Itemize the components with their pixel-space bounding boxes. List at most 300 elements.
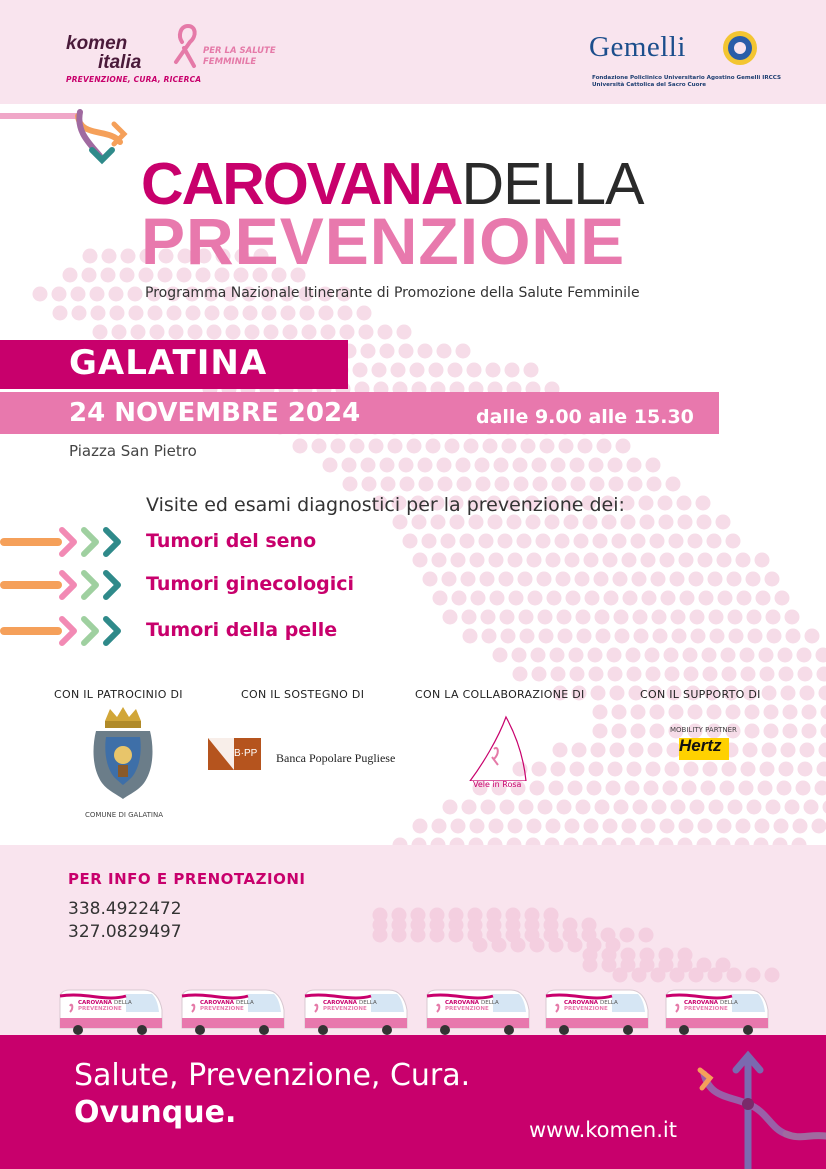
map-dot [670,968,685,983]
map-dot [442,572,457,587]
map-dot [52,287,67,302]
map-dot [519,610,534,625]
map-dot [646,762,661,777]
hertz-logo: Hertz [679,736,722,755]
map-dot [615,629,630,644]
map-dot [627,762,642,777]
map-dot [319,306,334,321]
map-dot [587,781,602,796]
map-dot [570,458,585,473]
map-dot [550,648,565,663]
map-dot [670,572,685,587]
map-dot [718,591,733,606]
map-dot [392,928,407,943]
map-dot [689,968,704,983]
map-dot [462,610,477,625]
bus-label-della: DELLA [113,1000,132,1006]
map-dot [589,458,604,473]
info-title: PER INFO E PRENOTAZIONI [68,870,306,888]
map-dot [479,534,494,549]
map-dot [632,572,647,587]
map-dot [167,306,182,321]
gemelli-sub-line1: Fondazione Policlinico Universitario Agostino Gemelli IRCCS [592,75,781,81]
map-dot [441,534,456,549]
map-dot [793,819,808,834]
map-dot [815,781,826,796]
map-dot [378,325,393,340]
map-dot [819,686,826,701]
map-dot [821,724,826,739]
map-dot [545,515,560,530]
map-dot [632,968,647,983]
map-dot [817,667,826,682]
map-dot [207,325,222,340]
map-dot [438,477,453,492]
map-dot [481,610,496,625]
map-dot [684,762,699,777]
map-dot [499,572,514,587]
map-dot [71,287,86,302]
map-dot [633,800,648,815]
map-dot [553,743,568,758]
map-dot [33,287,48,302]
sostegno-label: CON IL SOSTEGNO DI [241,688,365,701]
hertz-caption: MOBILITY PARTNER [670,726,737,734]
map-dot [514,477,529,492]
map-dot [660,819,675,834]
map-dot [728,800,743,815]
map-dot [470,553,485,568]
bus-illustration [542,988,650,1036]
map-dot [707,534,722,549]
map-dot [680,591,695,606]
map-dot [717,819,732,834]
chevron-arrows-icon [0,524,130,558]
map-dot [549,781,564,796]
map-dot [537,572,552,587]
map-dot [651,572,666,587]
map-dot [393,515,408,530]
map-dot [243,306,258,321]
map-dot [456,458,471,473]
map-dot [616,439,631,454]
map-dot [595,610,610,625]
map-dot [608,762,623,777]
map-dot [626,648,641,663]
map-dot [102,249,117,264]
map-dot [403,534,418,549]
map-dot [821,705,826,720]
map-dot [407,439,422,454]
map-dot [743,743,758,758]
map-dot [688,705,703,720]
map-dot [343,477,358,492]
map-dot [538,610,553,625]
map-dot [186,306,201,321]
map-dot [641,553,656,568]
map-dot [486,363,501,378]
bus-illustration [178,988,286,1036]
map-dot [710,629,725,644]
map-dot [489,553,504,568]
map-dot [819,743,826,758]
map-dot [437,344,452,359]
service-item: Tumori ginecologici [146,573,355,595]
map-dot [767,629,782,644]
map-dot [480,572,495,587]
map-dot [755,819,770,834]
sail-icon [468,715,530,781]
chevron-arrows-icon [0,567,130,601]
map-dot [443,610,458,625]
map-dot [430,928,445,943]
map-dot [188,325,203,340]
map-dot [169,325,184,340]
map-dot [509,591,524,606]
map-dot [342,458,357,473]
map-dot [779,667,794,682]
map-dot [82,268,97,283]
map-dot [461,572,476,587]
map-dot [609,477,624,492]
map-dot [720,781,735,796]
map-dot [148,306,163,321]
map-dot [671,800,686,815]
map-dot [817,762,826,777]
map-dot [524,363,539,378]
map-dot [621,515,636,530]
route-arrows-decoration [0,104,140,174]
map-dot [697,515,712,530]
map-dot [708,968,723,983]
map-dot [283,325,298,340]
map-dot [492,938,507,953]
bus-label-della: DELLA [599,1000,618,1006]
map-dot [755,553,770,568]
map-dot [551,458,566,473]
map-dot [502,439,517,454]
service-item: Tumori del seno [146,530,317,552]
map-dot [804,800,819,815]
map-dot [622,553,637,568]
map-dot [457,477,472,492]
map-dot [672,629,687,644]
map-dot [128,287,143,302]
map-dot [445,439,460,454]
map-dot [451,553,466,568]
map-dot [628,477,643,492]
map-dot [652,800,667,815]
map-dot [785,800,800,815]
map-dot [708,572,723,587]
map-dot [625,781,640,796]
map-dot [650,534,665,549]
map-dot [666,477,681,492]
map-dot [608,458,623,473]
map-dot [758,781,773,796]
bus-label [200,1000,254,1012]
bus-icon [178,988,286,1036]
map-dot [646,667,661,682]
map-dot [533,477,548,492]
map-dot [597,439,612,454]
map-dot [508,553,523,568]
footer-url[interactable]: www.komen.it [529,1118,677,1142]
map-dot [559,439,574,454]
bus-label-prevenzione: PREVENZIONE [445,1006,489,1012]
map-dot [593,534,608,549]
map-dot [83,249,98,264]
map-dot [350,439,365,454]
map-dot [507,515,522,530]
map-dot [683,648,698,663]
bus-label [684,1000,738,1012]
map-dot [245,325,260,340]
map-dot [456,344,471,359]
map-dot [696,496,711,511]
map-dot [323,458,338,473]
gemelli-crest-icon [721,29,759,67]
map-dot [532,667,547,682]
map-dot [53,306,68,321]
map-dot [797,648,812,663]
map-dot [565,819,580,834]
map-dot [816,648,826,663]
map-dot [380,344,395,359]
map-dot [422,534,437,549]
map-dot [471,591,486,606]
map-dot [739,781,754,796]
map-dot [576,610,591,625]
map-dot [411,928,426,943]
map-dot [518,572,533,587]
map-dot [413,553,428,568]
map-dot [703,667,718,682]
map-dot [709,610,724,625]
map-dot [620,928,635,943]
map-dot [369,439,384,454]
map-dot [766,610,781,625]
map-dot [500,800,515,815]
map-dot [527,819,542,834]
bus-icon [542,988,650,1036]
map-dot [665,667,680,682]
map-dot [410,363,425,378]
bus-label-carovana: CAROVANA [78,1000,113,1006]
map-dot [741,762,756,777]
map-dot [112,325,127,340]
map-dot [802,724,817,739]
map-dot [564,515,579,530]
map-dot [684,667,699,682]
map-dot [775,591,790,606]
map-dot [490,591,505,606]
map-dot [591,743,606,758]
map-dot [450,515,465,530]
map-dot [660,553,675,568]
map-dot [760,667,775,682]
map-dot [517,534,532,549]
map-dot [762,686,777,701]
map-dot [746,572,761,587]
map-dot [765,572,780,587]
map-dot [569,648,584,663]
map-dot [688,534,703,549]
map-dot [727,572,742,587]
map-dot [93,325,108,340]
phone-number: 327.0829497 [68,922,182,942]
map-dot [648,743,663,758]
map-dot [381,477,396,492]
map-dot [699,591,714,606]
event-place: Piazza San Pietro [69,442,197,460]
map-dot [300,306,315,321]
map-dot [690,610,705,625]
map-dot [488,515,503,530]
map-dot [469,515,484,530]
map-dot [759,648,774,663]
map-dot [798,762,813,777]
map-dot [539,629,554,644]
map-dot [362,477,377,492]
map-dot [764,705,779,720]
map-dot [575,572,590,587]
route-arrows-footer-icon [690,1048,826,1169]
map-dot [591,686,606,701]
bpp-logo-text: B·PP [234,748,258,759]
map-dot [110,306,125,321]
map-dot [783,705,798,720]
map-dot [703,762,718,777]
map-dot [589,667,604,682]
map-dot [736,819,751,834]
map-dot [452,591,467,606]
map-dot [690,800,705,815]
map-dot [549,938,564,953]
map-dot [612,724,627,739]
map-dot [633,610,648,625]
map-dot [631,534,646,549]
map-dot [766,800,781,815]
bus-label [564,1000,618,1012]
collaborazione-label: CON LA COLLABORAZIONE DI [415,688,585,701]
map-dot [494,458,509,473]
map-dot [716,515,731,530]
map-dot [726,534,741,549]
map-dot [101,268,116,283]
map-dot [448,363,463,378]
bus-icon [423,988,531,1036]
map-dot [639,928,654,943]
map-dot [678,515,693,530]
komen-side-line1: PER LA SALUTE [203,46,276,56]
map-dot [568,938,583,953]
pink-ribbon-icon [170,22,200,72]
map-dot [729,629,744,644]
map-dot [612,534,627,549]
map-dot [574,534,589,549]
map-dot [570,762,585,777]
map-dot [224,306,239,321]
map-dot [802,705,817,720]
map-dot [679,553,694,568]
map-dot [583,515,598,530]
map-dot [702,648,717,663]
map-dot [671,610,686,625]
title-prevenzione: PREVENZIONE [141,204,626,278]
map-dot [464,439,479,454]
map-dot [380,458,395,473]
map-dot [583,958,598,973]
map-dot [612,705,627,720]
map-dot [551,667,566,682]
map-dot [361,344,376,359]
map-dot [596,629,611,644]
map-dot [281,306,296,321]
map-dot [607,648,622,663]
map-dot [495,477,510,492]
services-intro: Visite ed esami diagnostici per la prevenzione dei: [146,494,625,516]
map-dot [717,553,732,568]
bus-label-della: DELLA [480,1000,499,1006]
event-time: dalle 9.00 alle 15.30 [476,406,694,428]
map-dot [513,458,528,473]
map-dot [682,781,697,796]
map-dot [432,553,447,568]
map-dot [528,591,543,606]
map-dot [613,572,628,587]
map-dot [669,534,684,549]
map-dot [595,800,610,815]
map-dot [762,743,777,758]
map-dot [805,629,820,644]
map-dot [652,610,667,625]
bus-icon [301,988,409,1036]
map-dot [520,629,535,644]
map-dot [576,800,591,815]
map-dot [593,724,608,739]
bus-label [78,1000,132,1012]
map-dot [691,629,706,644]
map-dot [593,705,608,720]
bpp-name: Banca Popolare Pugliese [276,751,396,765]
bus-label [445,1000,499,1012]
map-dot [779,762,794,777]
map-dot [532,458,547,473]
map-dot [756,591,771,606]
gemelli-sub-line2: Università Cattolica del Sacro Cuore [592,82,707,88]
map-dot [437,458,452,473]
map-dot [606,781,621,796]
map-dot [747,610,762,625]
map-dot [388,439,403,454]
map-dot [640,515,655,530]
map-dot [131,325,146,340]
map-dot [293,439,308,454]
map-dot [812,819,826,834]
map-dot [418,458,433,473]
title-carovana: CAROVANA [141,151,462,217]
map-dot [527,553,542,568]
map-dot [558,629,573,644]
map-dot [642,591,657,606]
map-dot [786,629,801,644]
map-dot [570,667,585,682]
map-dot [727,968,742,983]
service-item: Tumori della pelle [146,619,338,641]
event-date: 24 NOVEMBRE 2024 [69,398,361,428]
map-dot [432,819,447,834]
